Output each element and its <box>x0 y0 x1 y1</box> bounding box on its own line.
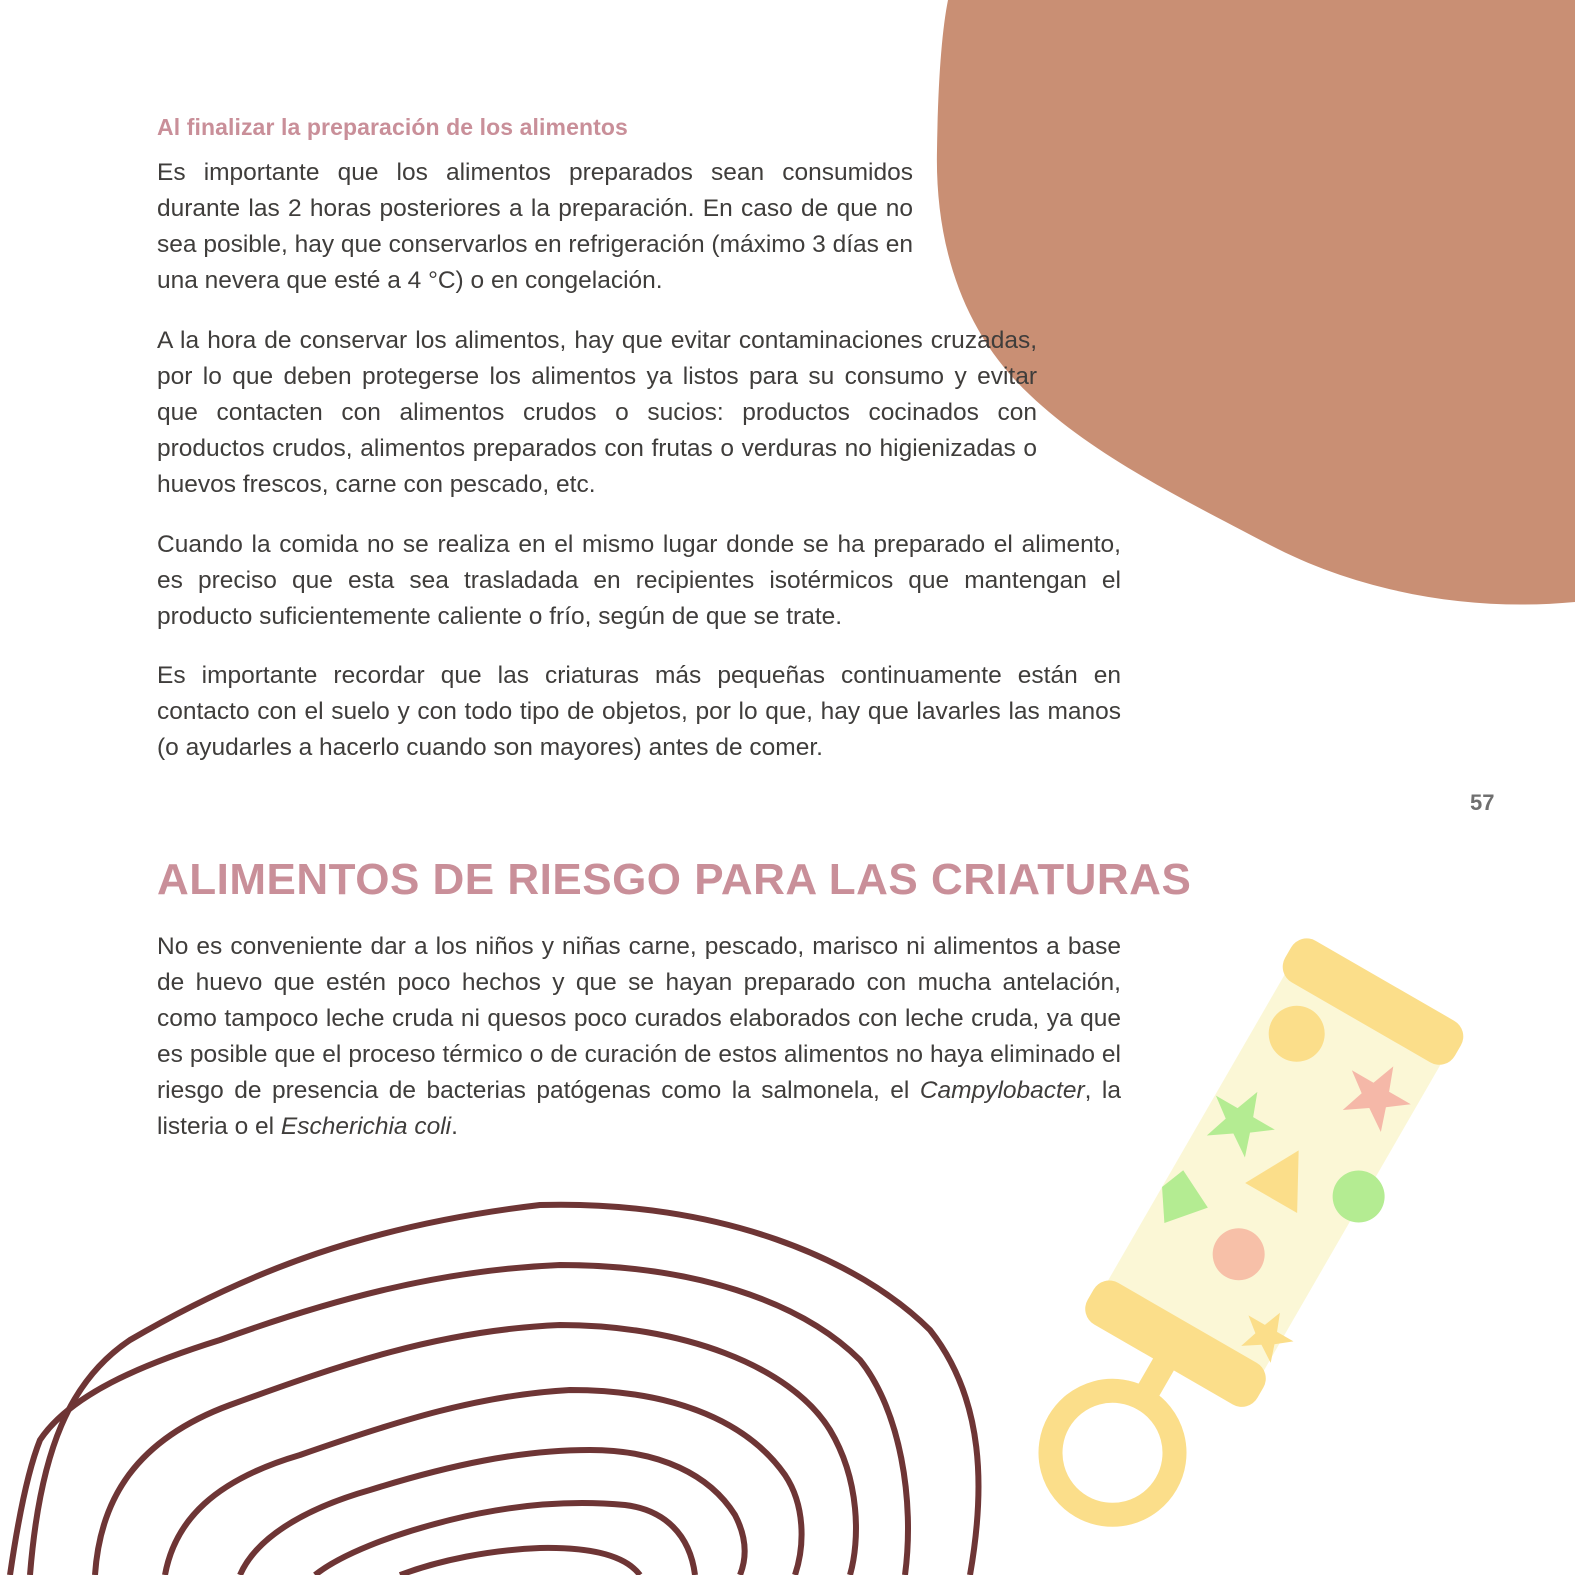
paragraph-refrigeration: Es importante que los alimentos preparados sean consumidos durante las 2 horas posteriores a la preparación. En caso de que no sea posible, hay que conservarlos en refrigeración (máximo 3 días en una nevera que esté a 4 °C) o en congelación. <box>157 159 913 294</box>
risk-text-ecoli: Escherichia coli <box>280 1113 452 1140</box>
paragraph-handwashing: Es importante recordar que las criaturas más pequeñas continuamente están en contacto con el suelo y con todo tipo de objetos, por lo que, hay que lavarles las manos (o ayudarles a hacerlo cuando son mayores) antes de comer. <box>157 662 1121 761</box>
concentric-rings-icon <box>10 1205 979 1575</box>
risk-text-part1: No es conveniente dar a los niños y niñas carne, pescado, marisco ni alimentos a base de huevo que estén poco hechos y que se hayan preparado con mucha antelación, como tampoco leche cruda ni quesos poco curados elaborados con leche cruda, ya que es posible que el proceso térmico o de curación de estos alimentos no haya eliminado el riesgo de presencia de bacterias patógenas como la salmonela, el <box>157 933 1121 1104</box>
subheading: Al finalizar la preparación de los alimentos <box>157 114 628 140</box>
paragraph-risk-foods <box>157 929 1121 1145</box>
page-number: 57 <box>1470 790 1495 815</box>
risk-text-campylobacter: Campylobacter <box>919 1077 1085 1104</box>
risk-text-part3: . <box>451 1113 458 1140</box>
section-title: ALIMENTOS DE RIESGO PARA LAS CRIATURAS <box>157 855 1192 904</box>
paragraph-cross-contamination: A la hora de conservar los alimentos, hay que evitar contaminaciones cruzadas, por lo que deben protegerse los alimentos ya listos para su consumo y evitar que contacten con alimentos crudos o sucios: productos cocinados con productos crudos, alimentos preparados con frutas o verduras no higienizadas o huevos frescos, carne con pescado, etc. <box>157 327 1037 498</box>
terracotta-blob-icon <box>937 0 1575 605</box>
risk-text-part2: , la listeria o el <box>157 1077 1121 1140</box>
paragraph-transport: Cuando la comida no se realiza en el mismo lugar donde se ha preparado el alimento, es preciso que esta sea trasladada en recipientes isotérmicos que mantengan el producto suficientemente caliente o frío, según de que se trate. <box>157 531 1121 630</box>
